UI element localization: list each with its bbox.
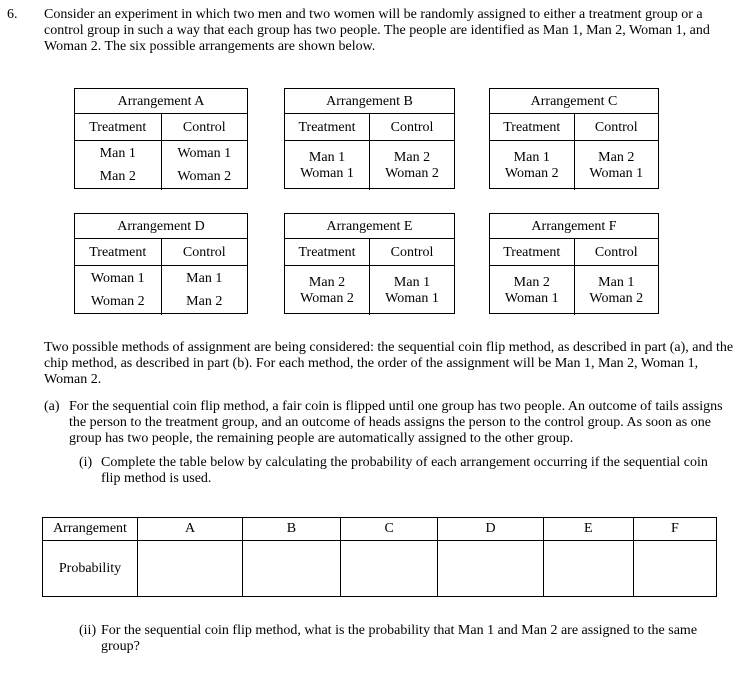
treatment-header: Treatment (75, 114, 162, 140)
control-group (575, 266, 659, 315)
probability-cell-e[interactable] (543, 541, 633, 597)
control-member: Man 2 (186, 293, 223, 309)
probability-cell-f[interactable] (633, 541, 716, 597)
control-group (370, 141, 454, 190)
methods-paragraph: Two possible methods of assignment are being considered: the sequential coin flip method, as described in part (a), and the chip method, as described in part (b). For each method, the order of the assignment will be Man 1, Man 2, Woman 1, Woman 2. (44, 340, 734, 387)
table-header-arrangement: Arrangement (43, 518, 138, 541)
control-group (575, 141, 659, 190)
arrangement-c (489, 88, 659, 189)
arrangement-f (489, 213, 659, 314)
part-a-ii-label: (ii) (79, 623, 97, 638)
table-col-c: C (340, 518, 438, 541)
table-col-a: A (138, 518, 243, 541)
treatment-header: Treatment (490, 114, 575, 140)
probability-cell-a[interactable] (138, 541, 243, 597)
control-group (370, 266, 454, 315)
table-col-d: D (438, 518, 543, 541)
treatment-member: Man 2 (513, 274, 550, 290)
arrangement-title: Arrangement F (490, 214, 658, 239)
table-header-probability: Probability (43, 541, 138, 597)
control-header: Control (390, 245, 434, 260)
table-col-f: F (633, 518, 716, 541)
treatment-group (285, 141, 370, 190)
treatment-member: Man 1 (513, 149, 550, 165)
control-member: Man 1 (393, 274, 431, 290)
control-member: Man 1 (186, 271, 223, 287)
control-header: Control (390, 120, 434, 135)
treatment-header: Treatment (75, 239, 162, 265)
question-number: 6. (7, 7, 18, 22)
treatment-group (285, 266, 370, 315)
arrangement-title: Arrangement E (285, 214, 454, 239)
treatment-member: Woman 2 (90, 293, 145, 309)
treatment-member: Man 2 (99, 168, 136, 184)
table-col-e: E (543, 518, 633, 541)
treatment-group (75, 141, 162, 190)
treatment-header: Treatment (285, 239, 370, 265)
treatment-header: Treatment (285, 114, 370, 140)
control-member: Man 2 (598, 149, 635, 165)
control-member: Woman 1 (589, 165, 644, 181)
treatment-header: Treatment (490, 239, 575, 265)
arrangement-b (284, 88, 455, 189)
control-group (162, 141, 248, 190)
control-group (162, 266, 248, 315)
control-member: Man 2 (393, 149, 431, 165)
treatment-group (75, 266, 162, 315)
control-member: Man 1 (598, 274, 635, 290)
treatment-member: Woman 2 (504, 165, 559, 181)
control-header: Control (594, 245, 638, 260)
arrangement-d (74, 213, 248, 314)
probability-cell-b[interactable] (243, 541, 341, 597)
treatment-member: Man 1 (99, 146, 136, 162)
table-col-b: B (243, 518, 341, 541)
treatment-member: Woman 1 (300, 165, 354, 181)
treatment-member: Woman 1 (90, 271, 145, 287)
arrangement-title: Arrangement C (490, 89, 658, 114)
part-a-label: (a) (44, 399, 60, 414)
part-a-i-text: Complete the table below by calculating the probability of each arrangement occurring if the sequential coin flip method is used. (101, 455, 708, 486)
treatment-member: Man 2 (308, 274, 346, 290)
probability-cell-c[interactable] (340, 541, 438, 597)
control-member: Woman 1 (177, 146, 232, 162)
arrangement-e (284, 213, 455, 314)
treatment-group (490, 266, 575, 315)
control-member: Woman 1 (385, 290, 439, 306)
treatment-member: Man 1 (308, 149, 346, 165)
part-a-i-label: (i) (79, 455, 93, 470)
control-member: Woman 2 (385, 165, 439, 181)
probability-table (42, 517, 717, 597)
control-header: Control (182, 245, 226, 260)
part-a-text: For the sequential coin flip method, a fair coin is flipped until one group has two people. An outcome of tails assigns the person to the treatment group, and an outcome of heads assigns the person to the control group. As soon as one group has two people, the remaining people are automatically assigned to the other group. (69, 399, 723, 446)
control-member: Woman 2 (177, 168, 232, 184)
treatment-member: Woman 1 (504, 290, 559, 306)
probability-cell-d[interactable] (438, 541, 543, 597)
arrangement-title: Arrangement D (75, 214, 247, 239)
control-header: Control (594, 120, 638, 135)
treatment-group (490, 141, 575, 190)
arrangement-title: Arrangement B (285, 89, 454, 114)
treatment-member: Woman 2 (300, 290, 354, 306)
control-member: Woman 2 (589, 290, 644, 306)
arrangement-a (74, 88, 248, 189)
question-text: Consider an experiment in which two men and two women will be randomly assigned to either a treatment group or a control group in such a way that each group has two people. The people are identified as Man 1, Man 2, Woman 1, and Woman 2. The six possible arrangements are shown below. (44, 7, 710, 54)
part-a-ii-text: For the sequential coin flip method, what is the probability that Man 1 and Man 2 are assigned to the same group? (101, 623, 698, 654)
arrangement-title: Arrangement A (75, 89, 247, 114)
control-header: Control (182, 120, 226, 135)
